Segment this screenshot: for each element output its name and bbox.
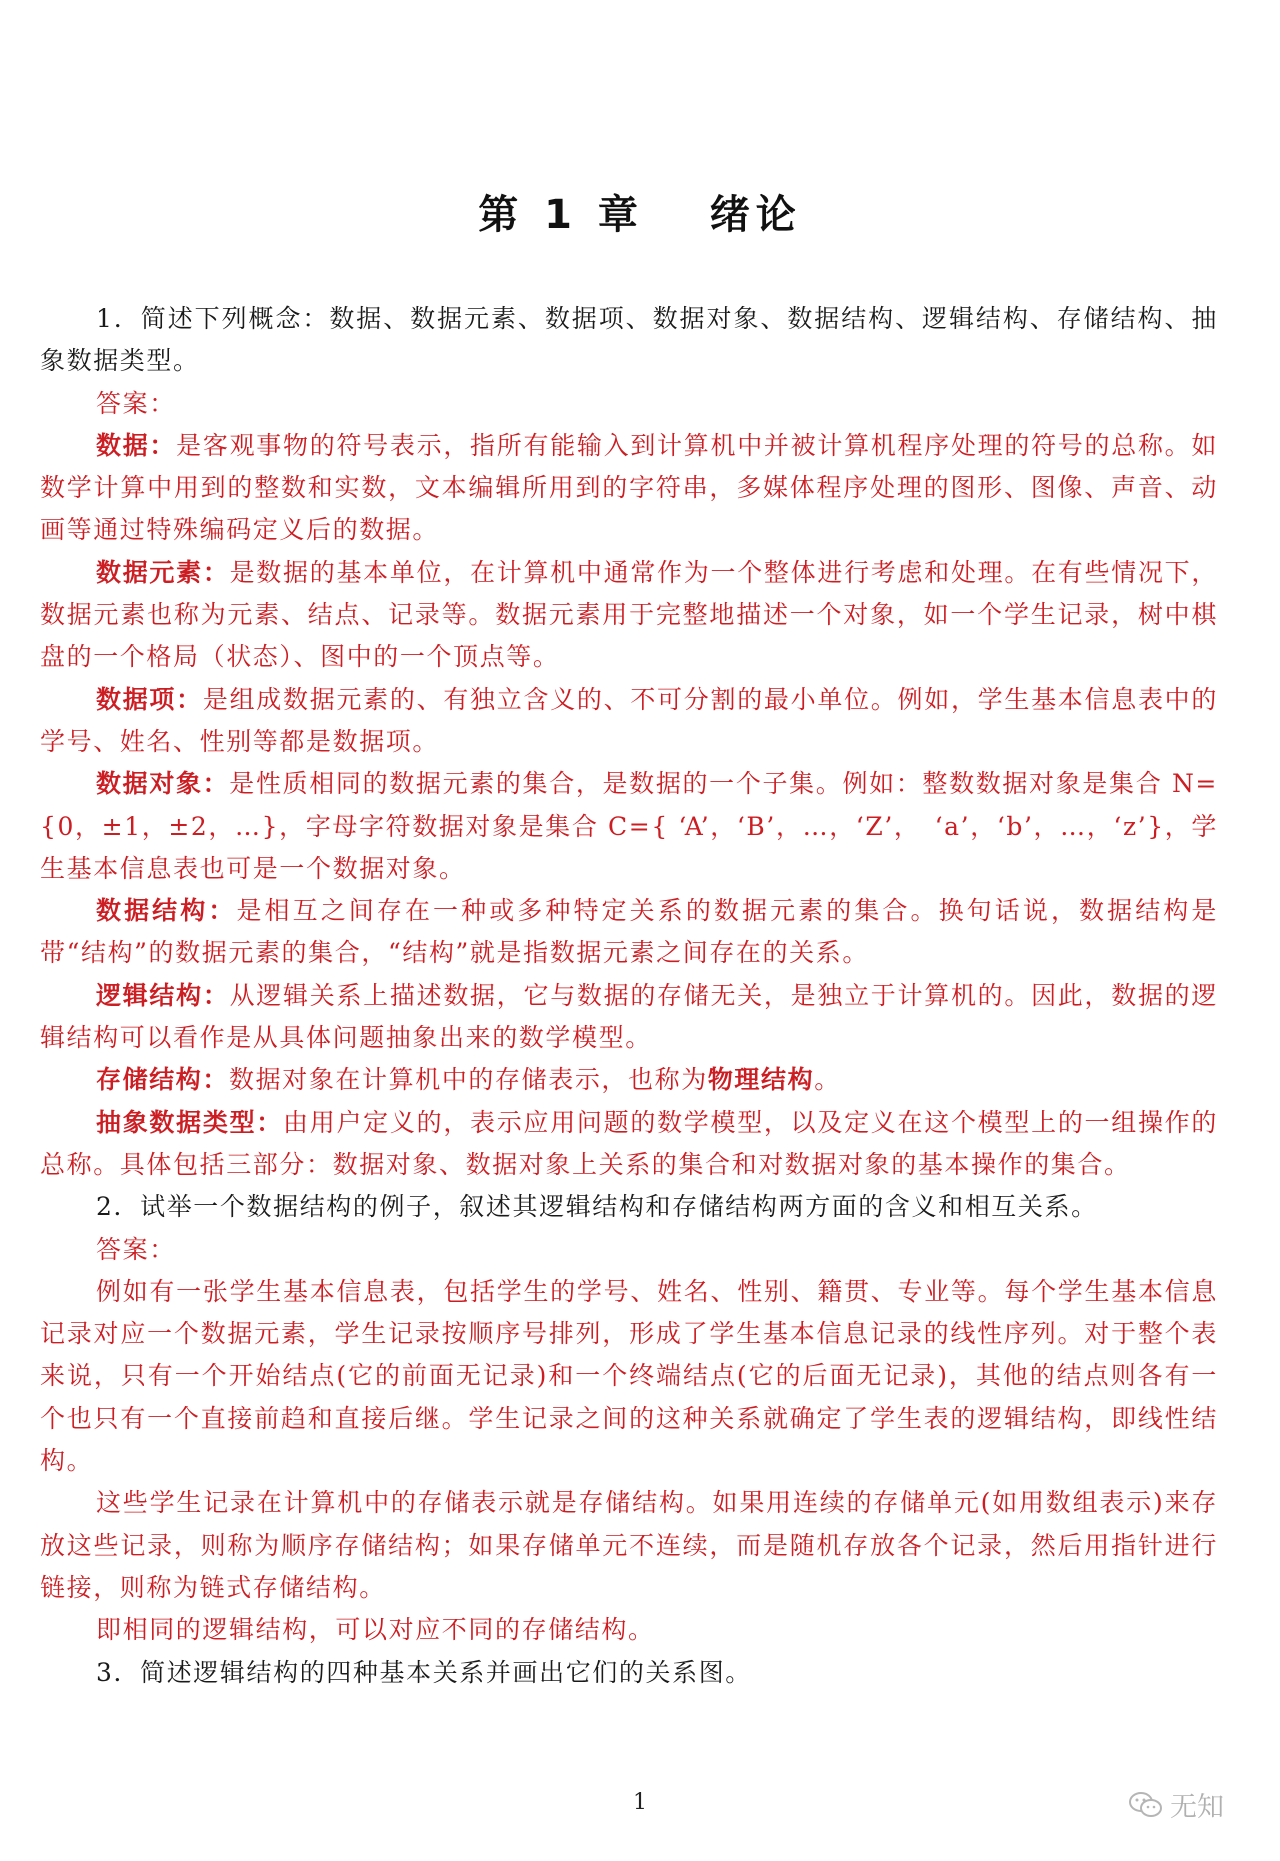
document-body (40, 298, 1218, 1694)
term-label: 数据项： (96, 684, 203, 714)
definition-data (40, 425, 1218, 552)
term-label: 数据元素： (96, 557, 230, 587)
answer-paragraph: 即相同的逻辑结构，可以对应不同的存储结构。 (96, 1615, 655, 1645)
definition-text: 从逻辑关系上描述数据，它与数据的存储无关，是独立于计算机的。因此，数据的逻辑结构可以看作是从具体问题抽象出来的数学模型。 (40, 980, 1218, 1053)
definition-text: 数据对象在计算机中的存储表示，也称为 (229, 1065, 708, 1095)
term-label: 存储结构： (96, 1065, 230, 1095)
question-3: 3．简述逻辑结构的四种基本关系并画出它们的关系图。 (96, 1657, 752, 1687)
definition-text: 是客观事物的符号表示，指所有能输入到计算机中并被计算机程序处理的符号的总称。如数学计算中用到的整数和实数，文本编辑所用到的字符串，多媒体程序处理的图形、图像、声音、动画等通过特殊编码定义后的数据。 (40, 430, 1218, 545)
definition-storage-structure (40, 1059, 1218, 1101)
question-1: 1．简述下列概念：数据、数据元素、数据项、数据对象、数据结构、逻辑结构、存储结构、抽象数据类型。 (40, 304, 1218, 376)
definition-abstract-data-type (40, 1102, 1218, 1187)
definition-text: 由用户定义的，表示应用问题的数学模型，以及定义在这个模型上的一组操作的总称。具体包括三部分：数据对象、数据对象上关系的集合和对数据对象的基本操作的集合。 (40, 1107, 1218, 1179)
definition-text: 是数据的基本单位，在计算机中通常作为一个整体进行考虑和处理。在有些情况下，数据元素也称为元素、结点、记录等。数据元素用于完整地描述一个对象，如一个学生记录，树中棋盘的一个格局（状态）、图中的一个顶点等。 (40, 557, 1218, 672)
definition-tail: 。 (814, 1065, 841, 1095)
definition-data-structure (40, 890, 1218, 975)
definition-emphasis: 物理结构 (707, 1065, 815, 1095)
answer-paragraph: 例如有一张学生基本信息表，包括学生的学号、姓名、性别、籍贯、专业等。每个学生基本信息记录对应一个数据元素，学生记录按顺序号排列，形成了学生基本信息记录的线性序列。对于整个表来说，只有一个开始结点(它的前面无记录)和一个终端结点(它的后面无记录)，其他的结点则各有一个也只有一个直接前趋和直接后继。学生记录之间的这种关系就确定了学生表的逻辑结构，即线性结构。 (40, 1276, 1218, 1476)
question-2: 2．试举一个数据结构的例子，叙述其逻辑结构和存储结构两方面的含义和相互关系。 (96, 1192, 1098, 1222)
definition-data-element (40, 552, 1218, 679)
watermark-text: 无知 (1170, 1792, 1224, 1823)
page-number: 1 (633, 1790, 647, 1815)
watermark (1128, 1785, 1224, 1824)
term-label: 抽象数据类型： (96, 1107, 284, 1137)
definition-text: 是组成数据元素的、有独立含义的、不可分割的最小单位。例如，学生基本信息表中的学号、姓名、性别等都是数据项。 (40, 684, 1218, 756)
wechat-icon (1128, 1790, 1164, 1820)
definition-text: 是性质相同的数据元素的集合，是数据的一个子集。例如：整数数据对象是集合 N={0，±1，±2，…}，字母字符数据对象是集合 C={ ‘A’，‘B’，…，‘Z’， ‘a’，‘b’，…，‘z’}，学生基本信息表也可是一个数据对象。 (40, 769, 1218, 883)
definition-logical-structure (40, 975, 1218, 1060)
answer-label-2: 答案： (96, 1234, 176, 1264)
answer-paragraph: 这些学生记录在计算机中的存储表示就是存储结构。如果用连续的存储单元(如用数组表示)来存放这些记录，则称为顺序存储结构；如果存储单元不连续，而是随机存放各个记录，然后用指针进行链接，则称为链式存储结构。 (40, 1488, 1218, 1602)
definition-text: 是相互之间存在一种或多种特定关系的数据元素的集合。换句话说，数据结构是带“结构”的数据元素的集合，“结构”就是指数据元素之间存在的关系。 (40, 896, 1218, 968)
definition-data-item (40, 679, 1218, 764)
definition-data-object (40, 763, 1218, 890)
chapter-title: 第 1 章 绪论 (478, 192, 802, 238)
term-label: 数据结构： (96, 896, 237, 926)
answer-label-1: 答案： (96, 388, 176, 418)
term-label: 数据对象： (96, 769, 230, 799)
term-label: 逻辑结构： (96, 980, 230, 1010)
term-label: 数据： (96, 430, 177, 460)
